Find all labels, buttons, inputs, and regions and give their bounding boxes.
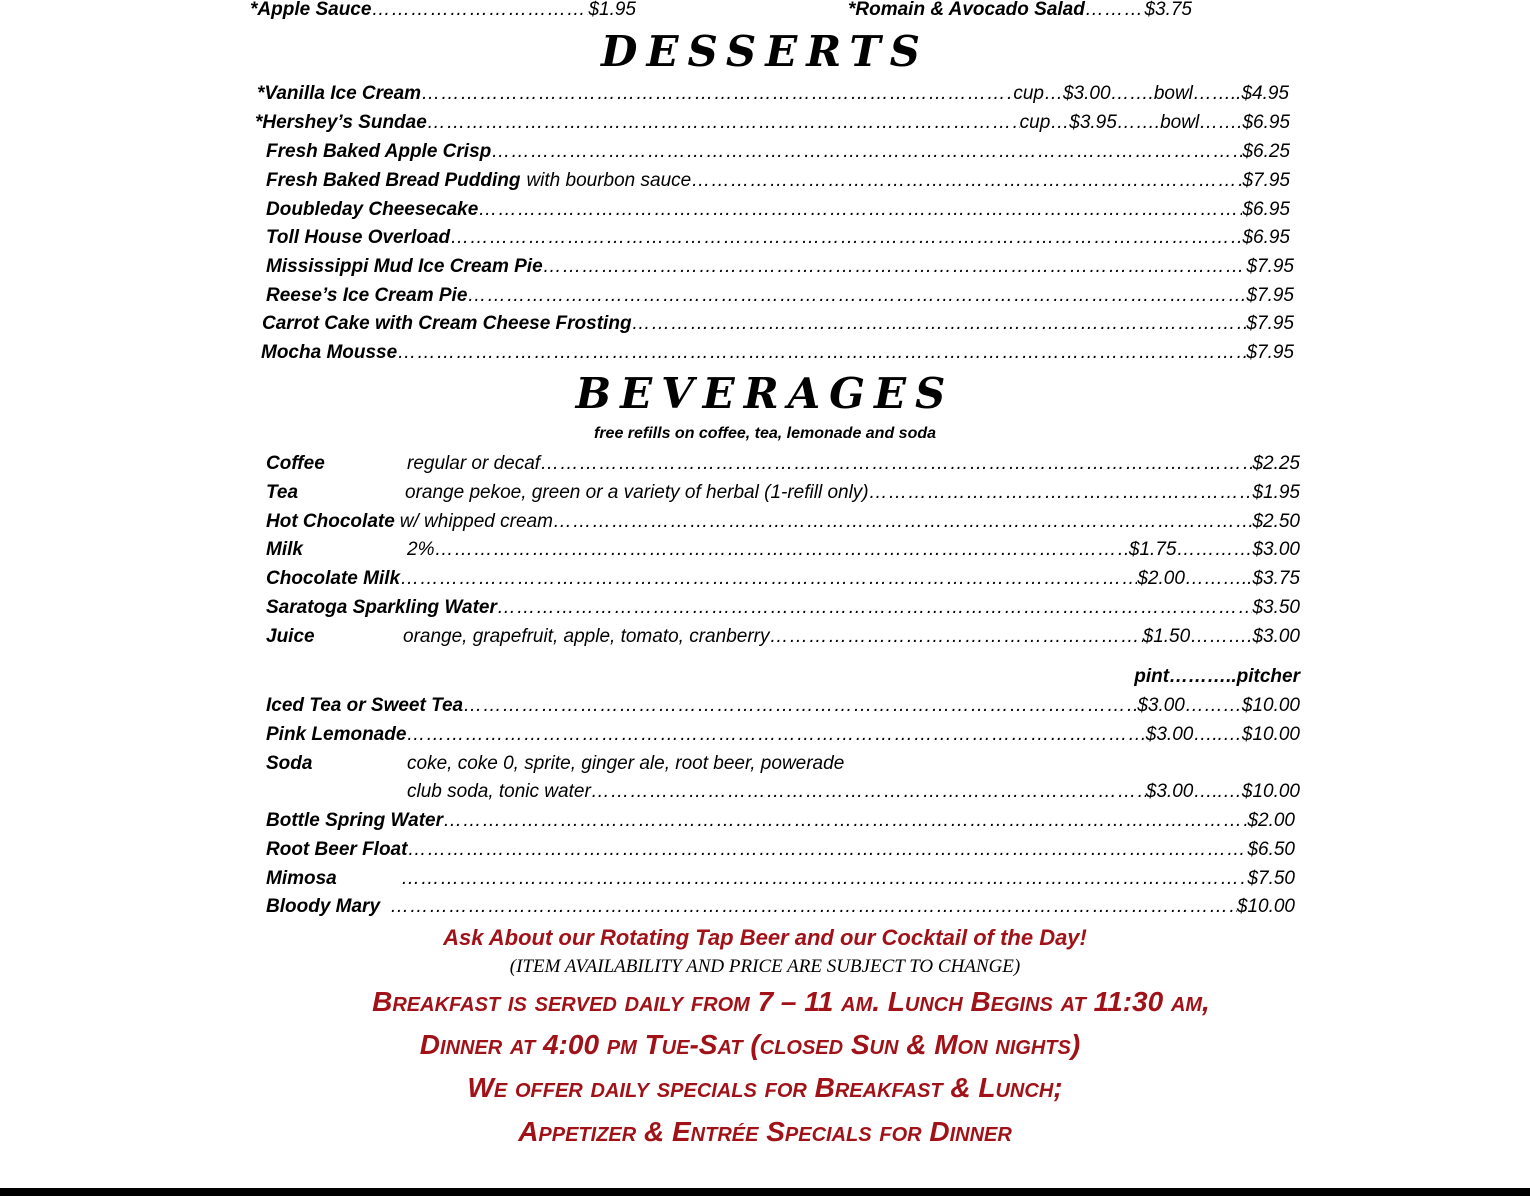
beverage-item-coffee — [266, 450, 1300, 478]
item-price: $7.95 — [1242, 170, 1290, 191]
item-price: $2.00………..$3.75 — [1137, 568, 1300, 589]
hours-line-1: Breakfast is served daily from 7 – 11 am. Lunch Begins at 11:30 am, — [372, 986, 1210, 1017]
item-price: $7.50 — [1247, 868, 1295, 889]
item-name: Mocha Mousse — [261, 342, 398, 363]
item-name: Carrot Cake with Cream Cheese Frosting — [262, 313, 632, 334]
leader-dots — [769, 623, 1142, 651]
leader-dots — [371, 0, 588, 24]
item-price: cup…$3.00…….bowl……..$4.95 — [1013, 83, 1289, 104]
item-price: cup…$3.95…….bowl…….$6.95 — [1019, 112, 1290, 133]
item-price: $3.00………$10.00 — [1137, 695, 1300, 716]
menu-item-romain-avocado-salad — [848, 0, 1192, 24]
item-price: $1.50……….$3.00 — [1142, 626, 1300, 647]
leader-dots — [691, 167, 1242, 195]
item-name: Reese’s Ice Cream Pie — [266, 285, 468, 306]
leader-dots — [401, 865, 1247, 893]
item-price: $2.00 — [1247, 810, 1295, 831]
item-name: Root Beer Float — [266, 839, 408, 860]
item-name: Mississippi Mud Ice Cream Pie — [266, 256, 543, 277]
size-header — [1100, 663, 1300, 691]
hours-line-2: Dinner at 4:00 pm Tue-Sat (closed Sun & Mon nights) — [419, 1029, 1081, 1060]
leader-dots — [390, 893, 1237, 921]
leader-dots — [463, 692, 1137, 720]
item-description-2: club soda, tonic water — [407, 781, 591, 802]
beverage-item-soda-line2 — [407, 778, 1300, 806]
item-name: Fresh Baked Apple Crisp — [266, 141, 492, 162]
leader-dots — [467, 282, 1246, 310]
item-description: orange pekoe, green or a variety of herbal (1-refill only) — [405, 482, 869, 503]
leader-dots — [497, 594, 1253, 622]
item-name: Juice — [266, 626, 315, 647]
leader-dots — [1085, 0, 1145, 24]
item-description: 2% — [407, 539, 435, 560]
item-price: $1.75…………$3.00 — [1128, 539, 1300, 560]
item-name: Milk — [266, 539, 303, 560]
item-price: $7.95 — [1246, 342, 1294, 363]
item-description: regular or decaf — [407, 453, 541, 474]
item-name: Pink Lemonade — [266, 724, 407, 745]
beverages-subtitle: free refills on coffee, tea, lemonade and soda — [593, 425, 937, 442]
item-description: orange, grapefruit, apple, tomato, cranberry — [403, 626, 770, 647]
item-name: Doubleday Cheesecake — [266, 199, 479, 220]
leader-dots — [397, 339, 1246, 367]
leader-dots — [406, 721, 1145, 749]
item-name: *Romain & Avocado Salad — [848, 0, 1085, 20]
dessert-item-cheesecake — [266, 196, 1290, 224]
leader-dots — [450, 224, 1242, 252]
item-name: Chocolate Milk — [266, 568, 401, 589]
beverage-item-soda — [266, 750, 1300, 778]
item-name: Soda — [266, 753, 313, 774]
dessert-item-carrot-cake — [262, 310, 1294, 338]
menu-item-apple-sauce — [250, 0, 636, 24]
dessert-item-vanilla-ice-cream — [257, 80, 1289, 108]
leader-dots — [400, 565, 1137, 593]
item-name: *Vanilla Ice Cream — [257, 83, 422, 104]
beverage-item-tea — [266, 479, 1300, 507]
page-bottom-border — [0, 1188, 1530, 1196]
desserts-heading: DESSERTS — [601, 27, 929, 76]
beverage-item-pink-lemonade — [266, 721, 1300, 749]
dessert-item-toll-house — [266, 224, 1290, 252]
beverage-item-spring-water — [266, 807, 1295, 835]
item-description: w/ whipped cream — [399, 511, 553, 532]
item-price: $1.95 — [588, 0, 636, 20]
item-price: $6.25 — [1242, 141, 1290, 162]
item-price: $2.25 — [1252, 453, 1300, 474]
item-price: $6.95 — [1242, 199, 1290, 220]
leader-dots — [491, 138, 1242, 166]
item-price: $7.95 — [1246, 256, 1294, 277]
item-name: Bloody Mary — [266, 896, 381, 917]
item-description: with bourbon sauce — [526, 170, 692, 191]
beverage-item-hot-chocolate — [266, 508, 1300, 536]
availability-disclaimer: (ITEM AVAILABILITY AND PRICE ARE SUBJECT TO CHANGE) — [509, 956, 1021, 977]
tap-beer-note: Ask About our Rotating Tap Beer and our Cocktail of the Day! — [443, 925, 1087, 950]
beverage-item-bloody-mary — [266, 893, 1295, 921]
beverage-item-mimosa — [266, 865, 1295, 893]
specials-line-2: Appetizer & Entrée Specials for Dinner — [518, 1116, 1012, 1147]
item-price: $10.00 — [1236, 896, 1295, 917]
beverage-item-milk — [266, 536, 1300, 564]
beverage-item-chocolate-milk — [266, 565, 1300, 593]
leader-dots — [632, 310, 1247, 338]
dessert-item-mocha-mousse — [261, 339, 1294, 367]
item-price: $3.00…..…$10.00 — [1145, 781, 1300, 802]
item-price: $6.50 — [1247, 839, 1295, 860]
dessert-item-hersheys-sundae — [255, 109, 1290, 137]
item-price: $6.95 — [1242, 227, 1290, 248]
item-price: $3.50 — [1252, 597, 1300, 618]
beverage-item-root-beer-float — [266, 836, 1295, 864]
dessert-item-apple-crisp — [266, 138, 1290, 166]
leader-dots — [427, 109, 1020, 137]
item-price: $7.95 — [1246, 313, 1294, 334]
item-name: Saratoga Sparkling Water — [266, 597, 497, 618]
leader-dots — [553, 508, 1253, 536]
item-name: Coffee — [266, 453, 325, 474]
leader-dots — [443, 807, 1247, 835]
beverage-item-iced-tea — [266, 692, 1300, 720]
dessert-item-mississippi-mud — [266, 253, 1294, 281]
item-name: Hot Chocolate — [266, 511, 395, 532]
beverage-item-sparkling-water — [266, 594, 1300, 622]
leader-dots — [421, 80, 1013, 108]
item-price: $3.75 — [1144, 0, 1192, 20]
item-name: *Apple Sauce — [250, 0, 372, 20]
leader-dots — [540, 450, 1252, 478]
leader-dots — [434, 536, 1128, 564]
dessert-item-reeses-pie — [266, 282, 1294, 310]
item-name: Bottle Spring Water — [266, 810, 443, 831]
dessert-item-bread-pudding — [266, 167, 1290, 195]
item-name: *Hershey’s Sundae — [255, 112, 427, 133]
item-description: coke, coke 0, sprite, ginger ale, root beer, powerade — [407, 753, 845, 774]
leader-dots — [407, 836, 1247, 864]
item-price: $3.00…..…$10.00 — [1145, 724, 1300, 745]
beverage-item-juice — [266, 623, 1300, 651]
item-price: $2.50 — [1252, 511, 1300, 532]
specials-line-1: We offer daily specials for Breakfast & Lunch; — [467, 1072, 1063, 1103]
beverages-heading: BEVERAGES — [575, 369, 955, 418]
item-name: Mimosa — [266, 868, 337, 889]
item-name: Tea — [266, 482, 299, 503]
item-price: $1.95 — [1252, 482, 1300, 503]
leader-dots — [478, 196, 1242, 224]
leader-dots — [591, 778, 1146, 806]
size-header-label: pint………..pitcher — [1134, 666, 1300, 687]
leader-dots — [869, 479, 1253, 507]
item-name: Fresh Baked Bread Pudding — [266, 170, 521, 191]
item-name: Iced Tea or Sweet Tea — [266, 695, 464, 716]
item-price: $7.95 — [1246, 285, 1294, 306]
leader-dots — [543, 253, 1247, 281]
item-name: Toll House Overload — [266, 227, 451, 248]
